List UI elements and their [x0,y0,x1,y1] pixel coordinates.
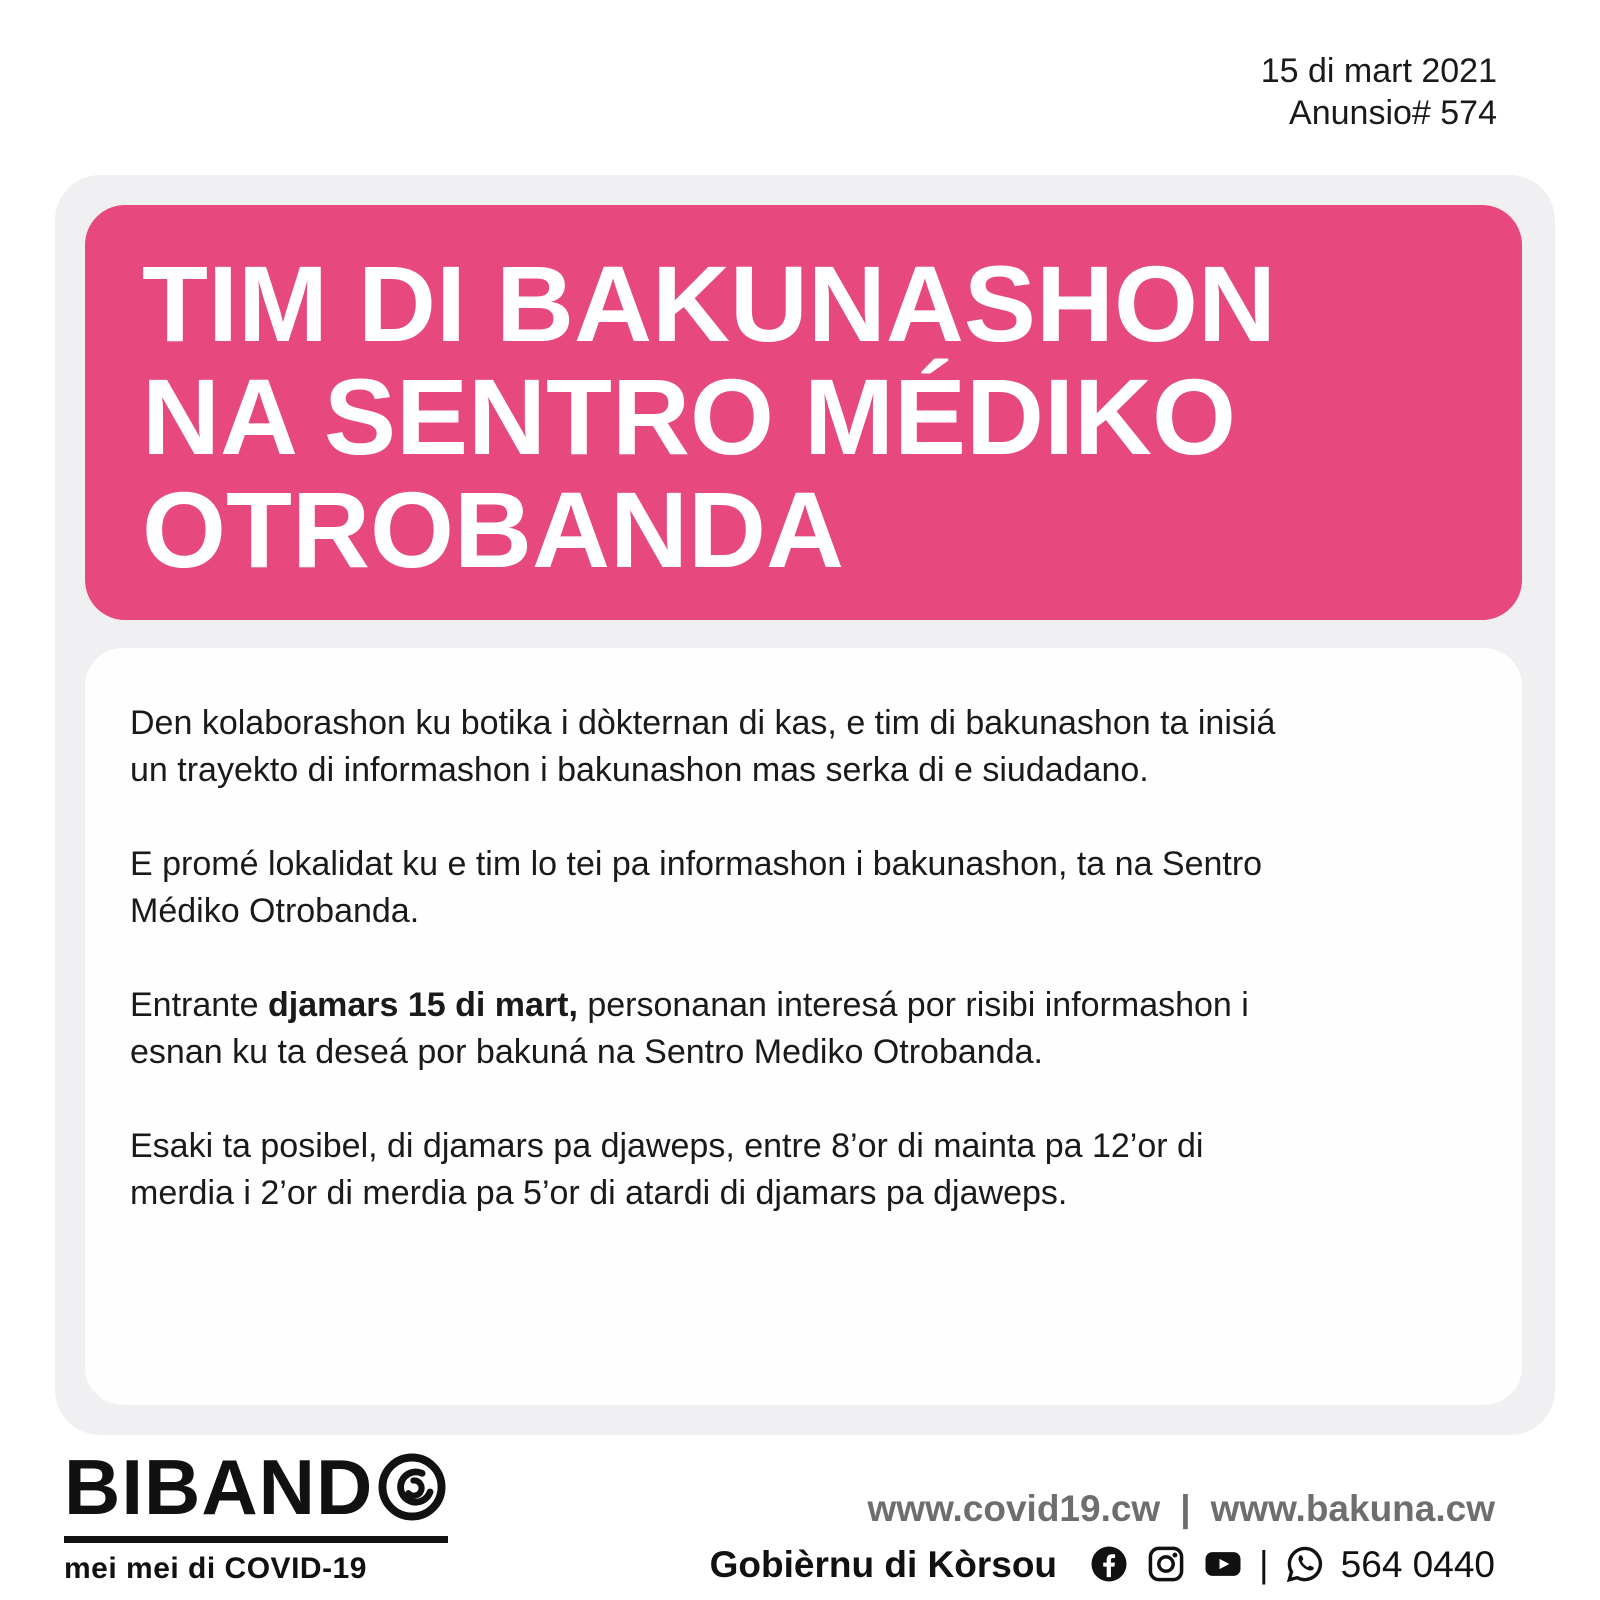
paragraph-4 [130,1123,1492,1217]
headline-banner [85,205,1522,620]
whatsapp-number: 564 0440 [1340,1543,1495,1585]
covid19-url: www.covid19.cw [867,1488,1161,1529]
government-label: Gobièrnu di Kòrsou [709,1543,1058,1585]
paragraph-2-line-1: E promé lokalidat ku e tim lo tei pa informashon i bakunashon, ta na Sentro [130,845,1263,883]
paragraph-3-pre: Entrante [130,986,268,1024]
phone-separator: | [1259,1543,1269,1585]
logo-underline [64,1536,448,1543]
paragraph-3-line-1 [130,982,1492,1029]
paragraph-3 [130,982,1492,1076]
paragraph-3-bold-date: djamars 15 di mart, [267,986,578,1024]
headline-line-2: NA SENTRO MÉDIKO [142,356,1237,477]
paragraph-1-line-1: Den kolaborashon ku botika i dòkternan di kas, e tim di bakunashon ta inisiá [130,704,1276,742]
websites-line [710,1490,1495,1527]
announcement-date: 15 di mart 2021 [1260,52,1497,90]
paragraph-1 [130,700,1492,794]
paragraph-3-post: personanan interesá por risibi informashon i [577,986,1249,1024]
bibando-logo-text: BIBAND [64,1443,374,1531]
bibando-logo-row [64,1443,448,1531]
paragraph-4-line-2: merdia i 2’or di merdia pa 5’or di atardi di djamars pa djaweps. [130,1174,1068,1212]
bibando-logo [64,1443,448,1586]
content-panel [55,175,1555,1435]
swirl-o-icon [376,1451,448,1523]
footer-contact [710,1490,1495,1585]
instagram-icon [1145,1543,1187,1585]
url-separator: | [1180,1488,1191,1529]
facebook-icon [1088,1543,1130,1585]
body-card [85,648,1522,1405]
bakuna-url: www.bakuna.cw [1210,1488,1495,1529]
headline-line-1: TIM DI BAKUNASHON [142,243,1276,364]
headline-line-3: OTROBANDA [142,469,844,590]
government-line [710,1543,1495,1585]
youtube-icon [1202,1543,1244,1585]
announcement-number: Anunsio# 574 [1289,94,1497,132]
paragraph-1-line-2: un trayekto di informashon i bakunashon mas serka di e siudadano. [130,751,1149,789]
paragraph-2 [130,841,1492,935]
announcement-meta [1261,50,1497,134]
paragraph-2-line-2: Médiko Otrobanda. [130,892,420,930]
logo-tagline: mei mei di COVID-19 [64,1552,367,1585]
whatsapp-icon [1284,1543,1326,1585]
paragraph-4-line-1: Esaki ta posibel, di djamars pa djaweps, entre 8’or di mainta pa 12’or di [130,1127,1204,1165]
paragraph-3-line-2: esnan ku ta deseá por bakuná na Sentro Mediko Otrobanda. [130,1033,1043,1071]
